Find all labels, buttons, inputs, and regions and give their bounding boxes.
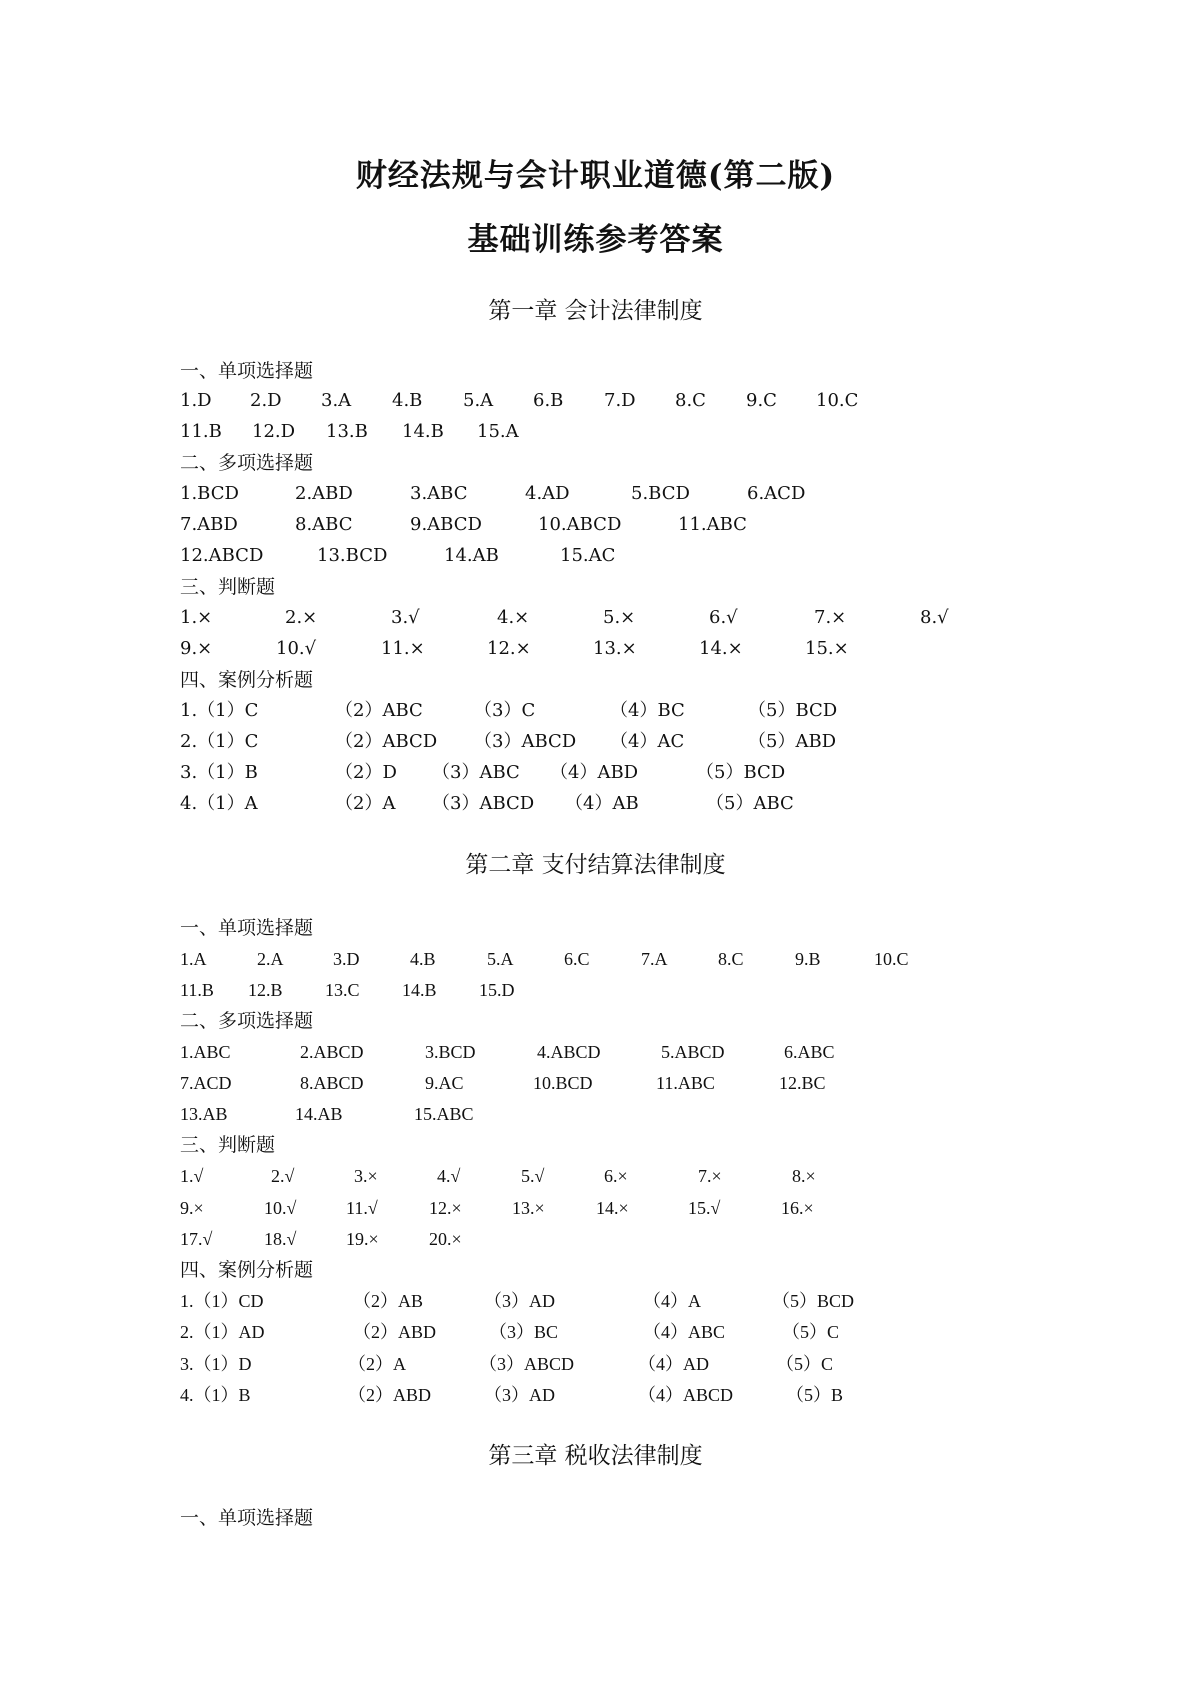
- answer-item: 8.√: [920, 607, 949, 628]
- answer-item: （2）A: [335, 793, 396, 814]
- answer-item: 12.×: [487, 638, 531, 659]
- answer-item: （2）AB: [353, 1291, 424, 1311]
- answer-item: 4.（1）B: [180, 1385, 251, 1405]
- answer-item: 15.×: [805, 638, 849, 659]
- ch2-section-multi-choice-heading: 二、多项选择题: [180, 1010, 314, 1032]
- answer-item: 11.√: [346, 1198, 378, 1218]
- answer-item: 3.ABC: [410, 483, 468, 504]
- answer-item: 12.B: [248, 980, 283, 1000]
- answer-item: 15.ABC: [414, 1104, 474, 1124]
- answer-item: 10.C: [816, 390, 859, 411]
- answer-item: （4）AD: [638, 1354, 709, 1374]
- ch2-section-case-analysis-heading: 四、案例分析题: [180, 1259, 314, 1281]
- answer-item: 9.ABCD: [410, 514, 482, 535]
- answer-item: 5.ABCD: [661, 1042, 725, 1062]
- answer-item: 14.B: [402, 421, 444, 442]
- answer-item: 7.D: [604, 390, 636, 411]
- answer-item: 13.AB: [180, 1104, 228, 1124]
- answer-item: 14.×: [596, 1198, 629, 1218]
- answer-item: （5）C: [782, 1322, 840, 1342]
- answer-item: 9.C: [746, 390, 777, 411]
- document-subtitle: 基础训练参考答案: [467, 222, 724, 258]
- answer-item: 1.√: [180, 1166, 204, 1186]
- answer-item: 6.C: [564, 949, 590, 969]
- answer-item: （2）ABD: [348, 1385, 432, 1405]
- answer-item: 3.D: [333, 949, 360, 969]
- answer-item: 2.√: [271, 1166, 295, 1186]
- answer-item: （2）ABD: [353, 1322, 437, 1342]
- answer-item: 3.√: [391, 607, 420, 628]
- chapter-2-title: 第二章 支付结算法律制度: [465, 852, 726, 878]
- answer-item: 8.ABCD: [300, 1073, 364, 1093]
- answer-item: 12.ABCD: [180, 545, 264, 566]
- answer-item: 10.√: [264, 1198, 297, 1218]
- answer-item: 4.AD: [525, 483, 570, 504]
- document-title: 财经法规与会计职业道德(第二版): [355, 158, 836, 194]
- answer-item: 8.C: [718, 949, 744, 969]
- answer-item: 14.×: [699, 638, 743, 659]
- answer-item: 1.ABC: [180, 1042, 231, 1062]
- answer-item: （5）ABC: [706, 793, 794, 814]
- answer-item: 2.（1）C: [180, 731, 259, 752]
- answer-item: 3.×: [354, 1166, 378, 1186]
- answer-item: 13.×: [512, 1198, 545, 1218]
- answer-item: （5）BCD: [696, 762, 786, 783]
- answer-item: 4.B: [410, 949, 436, 969]
- answer-item: 14.AB: [444, 545, 499, 566]
- answer-item: 15.AC: [560, 545, 616, 566]
- answer-item: 1.（1）C: [180, 700, 259, 721]
- answer-item: （3）AD: [484, 1385, 555, 1405]
- answer-item: 2.A: [257, 949, 284, 969]
- answer-item: 2.×: [285, 607, 318, 628]
- answer-item: 14.B: [402, 980, 437, 1000]
- answer-item: （4）ABC: [643, 1322, 726, 1342]
- answer-item: 4.√: [437, 1166, 461, 1186]
- answer-item: 12.D: [252, 421, 296, 442]
- answer-item: 5.×: [603, 607, 636, 628]
- answer-item: （2）A: [348, 1354, 406, 1374]
- answer-item: 2.（1）AD: [180, 1322, 265, 1342]
- answer-item: 2.D: [250, 390, 282, 411]
- answer-item: 9.AC: [425, 1073, 464, 1093]
- answer-item: （5）C: [776, 1354, 834, 1374]
- answer-item: 11.ABC: [656, 1073, 715, 1093]
- answer-item: 3.A: [321, 390, 352, 411]
- answer-item: 11.ABC: [678, 514, 747, 535]
- answer-item: 4.（1）A: [180, 793, 258, 814]
- answer-item: 6.×: [604, 1166, 628, 1186]
- answer-item: （2）ABCD: [335, 731, 438, 752]
- answer-item: 4.×: [497, 607, 530, 628]
- answer-item: 8.ABC: [295, 514, 353, 535]
- answer-item: （3）ABCD: [432, 793, 535, 814]
- answer-item: 6.ACD: [747, 483, 806, 504]
- chapter-3-title: 第三章 税收法律制度: [488, 1443, 703, 1469]
- chapter-1-title: 第一章 会计法律制度: [488, 298, 703, 324]
- ch1-section-case-analysis-heading: 四、案例分析题: [180, 669, 314, 691]
- answer-item: （5）ABD: [748, 731, 837, 752]
- answer-item: 9.×: [180, 638, 213, 659]
- ch3-section-single-choice-heading: 一、单项选择题: [180, 1507, 314, 1529]
- answer-item: 7.×: [698, 1166, 722, 1186]
- answer-item: 15.D: [479, 980, 515, 1000]
- answer-item: 11.B: [180, 980, 214, 1000]
- answer-item: 5.A: [463, 390, 494, 411]
- answer-item: 17.√: [180, 1229, 213, 1249]
- answer-item: 13.B: [326, 421, 368, 442]
- answer-item: （4）ABCD: [638, 1385, 734, 1405]
- answer-item: （4）BC: [610, 700, 685, 721]
- answer-item: 1.（1）CD: [180, 1291, 264, 1311]
- answer-item: 10.BCD: [533, 1073, 593, 1093]
- answer-item: （4）A: [643, 1291, 701, 1311]
- ch2-section-true-false-heading: 三、判断题: [180, 1134, 276, 1156]
- answer-item: （4）AB: [565, 793, 639, 814]
- answer-item: 3.（1）D: [180, 1354, 252, 1374]
- answer-item: 1.D: [180, 390, 212, 411]
- ch1-section-single-choice-heading: 一、单项选择题: [180, 360, 314, 382]
- answer-item: 4.B: [392, 390, 423, 411]
- answer-item: 8.C: [675, 390, 706, 411]
- answer-item: 9.B: [795, 949, 821, 969]
- answer-item: 1.A: [180, 949, 207, 969]
- answer-item: 13.C: [325, 980, 360, 1000]
- ch1-section-true-false-heading: 三、判断题: [180, 576, 276, 598]
- answer-item: 1.BCD: [180, 483, 239, 504]
- answer-item: 20.×: [429, 1229, 462, 1249]
- answer-item: 10.ABCD: [538, 514, 622, 535]
- answer-item: 7.A: [641, 949, 668, 969]
- ch1-section-multi-choice-heading: 二、多项选择题: [180, 452, 314, 474]
- answer-item: 12.×: [429, 1198, 462, 1218]
- answer-item: （3）C: [474, 700, 536, 721]
- answer-item: （4）ABD: [550, 762, 639, 783]
- answer-item: 16.×: [781, 1198, 814, 1218]
- answer-item: 14.AB: [295, 1104, 343, 1124]
- answer-item: 4.ABCD: [537, 1042, 601, 1062]
- answer-item: 11.×: [381, 638, 425, 659]
- answer-item: 6.ABC: [784, 1042, 835, 1062]
- answer-item: （5）B: [786, 1385, 844, 1405]
- answer-item: 6.B: [533, 390, 564, 411]
- answer-item: （3）ABC: [432, 762, 520, 783]
- answer-item: 7.×: [814, 607, 847, 628]
- answer-item: 18.√: [264, 1229, 297, 1249]
- answer-item: （3）ABCD: [479, 1354, 575, 1374]
- answer-item: （2）ABC: [335, 700, 423, 721]
- answer-item: 10.√: [276, 638, 317, 659]
- answer-item: （3）BC: [489, 1322, 559, 1342]
- answer-item: 15.A: [477, 421, 519, 442]
- answer-item: 7.ACD: [180, 1073, 232, 1093]
- answer-item: 8.×: [792, 1166, 816, 1186]
- answer-item: 15.√: [688, 1198, 721, 1218]
- answer-item: 11.B: [180, 421, 222, 442]
- ch2-section-single-choice-heading: 一、单项选择题: [180, 917, 314, 939]
- answer-item: 5.BCD: [631, 483, 690, 504]
- answer-item: 2.ABCD: [300, 1042, 364, 1062]
- answer-item: 13.BCD: [317, 545, 388, 566]
- answer-item: （5）BCD: [748, 700, 838, 721]
- answer-item: （3）AD: [484, 1291, 555, 1311]
- answer-item: 10.C: [874, 949, 909, 969]
- answer-item: （5）BCD: [772, 1291, 855, 1311]
- answer-item: 5.√: [521, 1166, 545, 1186]
- answer-item: 9.×: [180, 1198, 204, 1218]
- answer-item: 3.（1）B: [180, 762, 258, 783]
- answer-item: 3.BCD: [425, 1042, 476, 1062]
- answer-item: 2.ABD: [295, 483, 353, 504]
- answer-item: 1.×: [180, 607, 213, 628]
- answer-item: （3）ABCD: [474, 731, 577, 752]
- answer-item: 7.ABD: [180, 514, 238, 535]
- answer-item: 6.√: [709, 607, 738, 628]
- answer-item: 13.×: [593, 638, 637, 659]
- answer-item: （2）D: [335, 762, 397, 783]
- answer-item: 19.×: [346, 1229, 379, 1249]
- answer-item: （4）AC: [610, 731, 685, 752]
- answer-item: 12.BC: [779, 1073, 826, 1093]
- answer-item: 5.A: [487, 949, 514, 969]
